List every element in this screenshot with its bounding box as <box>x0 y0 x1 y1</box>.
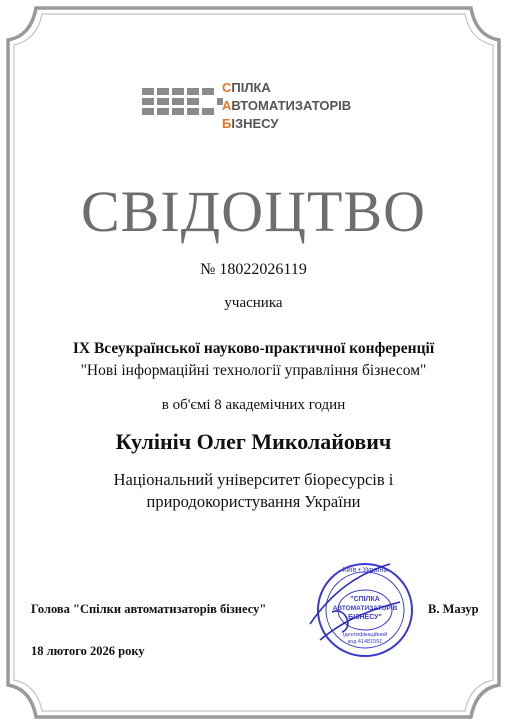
participant-word: учасника <box>224 295 283 311</box>
institution-line1: Національний університет біоресурсів і <box>113 470 394 489</box>
organization-logo <box>138 70 378 138</box>
logo-line1-rest: ПІЛКА <box>231 80 271 95</box>
stamp-center-line2: АВТОМАТИЗАТОРІВ <box>332 605 398 612</box>
conference-line: IX Всеукраїнської науково-практичної конференції <box>72 340 435 357</box>
conference-name: "Нові інформаційні технології управління бізнесом" <box>80 362 427 379</box>
certificate-date: 18 лютого 2026 року <box>31 644 145 658</box>
institution-line2: природокористування України <box>146 492 361 511</box>
logo-line2-initial: А <box>222 98 232 113</box>
signer-title: Голова "Спілки автоматизаторів бізнесу" <box>31 602 267 616</box>
stamp-center-line1: "СПІЛКА <box>350 596 380 603</box>
hours-text: в об'ємі 8 академічних годин <box>161 397 346 413</box>
svg-text:БІЗНЕСУ <box>222 116 279 131</box>
recipient-name: Кулініч Олег Миколайович <box>115 429 392 454</box>
logo-line3-rest: ІЗНЕСУ <box>231 116 279 131</box>
certificate-number: № 18022026119 <box>200 261 307 278</box>
certificate-title: СВІДОЦТВО <box>80 179 427 244</box>
logo-grid-icon <box>142 88 223 115</box>
svg-text:АВТОМАТИЗАТОРІВ <box>222 98 351 113</box>
stamp-top-text: Київ • Україна <box>342 567 388 574</box>
stamp-code: код 41481591 <box>347 639 383 645</box>
stamp-center-line3: БІЗНЕСУ" <box>348 614 382 621</box>
official-stamp <box>302 552 428 667</box>
logo-line1-initial: С <box>222 80 232 95</box>
svg-text:СПІЛКА <box>222 80 271 95</box>
signer-name: В. Мазур <box>428 602 479 616</box>
stamp-code-label: Ідентифікаційний <box>342 632 388 638</box>
logo-line3-initial: Б <box>222 116 232 131</box>
logo-line2-rest: ВТОМАТИЗАТОРІВ <box>231 98 352 113</box>
